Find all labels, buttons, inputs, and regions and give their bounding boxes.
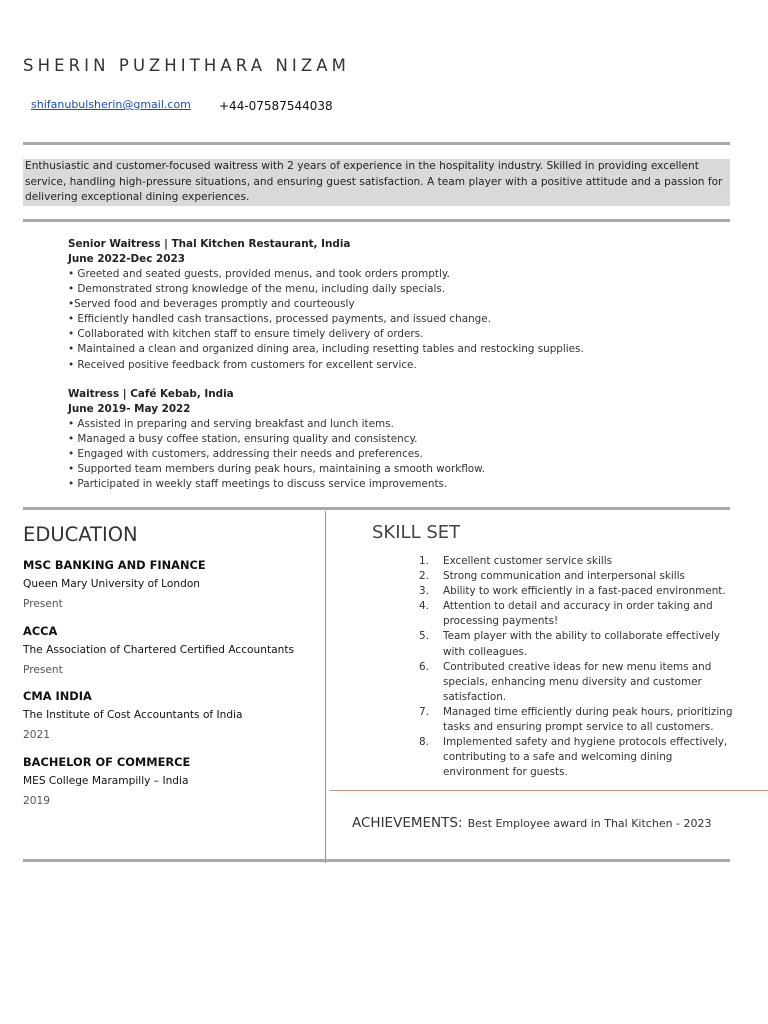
experience-entry	[68, 387, 718, 492]
skill-text: Implemented safety and hygiene protocols effectively, contributing to a safe and welcoming dining environment for guests.	[443, 736, 728, 779]
divider	[23, 142, 730, 145]
divider	[23, 507, 730, 510]
skill-number: 2.	[419, 570, 429, 583]
skill-text: Team player with the ability to collaborate effectively with colleagues.	[443, 630, 721, 658]
education-item	[23, 754, 318, 809]
phone-number: +44-07587544038	[219, 99, 333, 113]
education-year: Present	[23, 598, 63, 610]
skill-number: 8.	[419, 736, 429, 749]
job-bullet: • Managed a busy coffee station, ensuring quality and consistency.	[68, 433, 418, 446]
degree-name: CMA INDIA	[23, 689, 92, 703]
skill-text: Excellent customer service skills	[443, 555, 613, 567]
job-bullet: • Assisted in preparing and serving breakfast and lunch items.	[68, 418, 394, 430]
profile-summary: Enthusiastic and customer-focused waitress with 2 years of experience in the hospitality industry. Skilled in providing excellent service, handling high-pressure situations, and ensuring guest satisfaction. A team player with a positive attitude and a passion for delivering exceptional dining experiences.	[23, 159, 730, 206]
degree-name: ACCA	[23, 624, 58, 638]
job-dates: June 2019- May 2022	[68, 403, 191, 415]
email-link[interactable]: shifanubulsherin@gmail.com	[31, 98, 191, 111]
skill-item	[415, 569, 735, 584]
job-bullet: • Participated in weekly staff meetings to discuss service improvements.	[68, 478, 448, 491]
degree-name: BACHELOR OF COMMERCE	[23, 755, 191, 769]
skill-text: Attention to detail and accuracy in order taking and processing payments!	[443, 600, 713, 628]
experience-entry	[68, 237, 718, 373]
institution-name: The Association of Chartered Certified Accountants	[23, 644, 294, 656]
job-bullet: • Received positive feedback from customers for excellent service.	[68, 358, 417, 371]
job-dates: June 2022-Dec 2023	[68, 253, 185, 265]
education-year: Present	[23, 664, 63, 676]
education-item	[23, 557, 318, 612]
job-bullet: • Collaborated with kitchen staff to ensure timely delivery of orders.	[68, 328, 424, 341]
education-heading: EDUCATION	[23, 523, 138, 546]
section-divider	[330, 790, 768, 791]
skill-number: 1.	[419, 555, 429, 567]
skill-number: 5.	[419, 630, 429, 643]
job-bullet: • Efficiently handled cash transactions, processed payments, and issued change.	[68, 313, 491, 326]
skill-item	[415, 554, 735, 569]
skill-text: Contributed creative ideas for new menu items and specials, enhancing menu diversity and customer satisfaction.	[443, 660, 712, 703]
institution-name: Queen Mary University of London	[23, 578, 201, 590]
job-title: Waitress | Café Kebab, India	[68, 388, 234, 400]
achievements-text: Best Employee award in Thal Kitchen - 2023	[467, 817, 712, 830]
job-title: Senior Waitress | Thal Kitchen Restaurant, India	[68, 238, 351, 250]
education-year: 2019	[23, 795, 50, 807]
job-bullet: • Supported team members during peak hours, maintaining a smooth workflow.	[68, 463, 486, 476]
skill-item	[415, 599, 735, 629]
skill-text: Managed time efficiently during peak hours, prioritizing tasks and ensuring prompt service to all customers.	[443, 705, 733, 734]
skill-number: 4.	[419, 600, 429, 613]
candidate-name: SHERIN PUZHITHARA NIZAM	[23, 56, 350, 75]
divider	[23, 859, 730, 862]
skills-heading: SKILL SET	[372, 522, 461, 543]
education-year: 2021	[23, 729, 50, 741]
job-bullet: • Engaged with customers, addressing their needs and preferences.	[68, 448, 423, 461]
skill-item	[415, 584, 735, 599]
skill-item	[415, 705, 735, 735]
institution-name: MES College Marampilly – India	[23, 775, 189, 787]
skill-item	[415, 735, 735, 780]
education-item	[23, 623, 318, 678]
divider	[23, 219, 730, 222]
skill-item	[415, 660, 735, 705]
job-bullet: • Greeted and seated guests, provided menus, and took orders promptly.	[68, 268, 450, 280]
skill-number: 6.	[419, 660, 429, 673]
job-bullet: •Served food and beverages promptly and courteously	[68, 298, 355, 311]
skill-number: 7.	[419, 705, 429, 718]
skill-number: 3.	[419, 585, 429, 598]
skills-list	[415, 554, 735, 780]
institution-name: The Institute of Cost Accountants of India	[23, 709, 243, 721]
column-divider	[325, 511, 326, 863]
achievements-label: ACHIEVEMENTS:	[352, 815, 463, 831]
job-bullet: • Maintained a clean and organized dining area, including resetting tables and restocking supplies.	[68, 343, 584, 356]
skill-text: Strong communication and interpersonal skills	[443, 570, 685, 583]
skill-item	[415, 629, 735, 659]
job-bullet: • Demonstrated strong knowledge of the menu, including daily specials.	[68, 283, 446, 296]
achievements	[352, 812, 712, 831]
degree-name: MSC BANKING AND FINANCE	[23, 558, 206, 572]
skill-text: Ability to work efficiently in a fast-paced environment.	[443, 585, 726, 598]
education-item	[23, 688, 318, 743]
